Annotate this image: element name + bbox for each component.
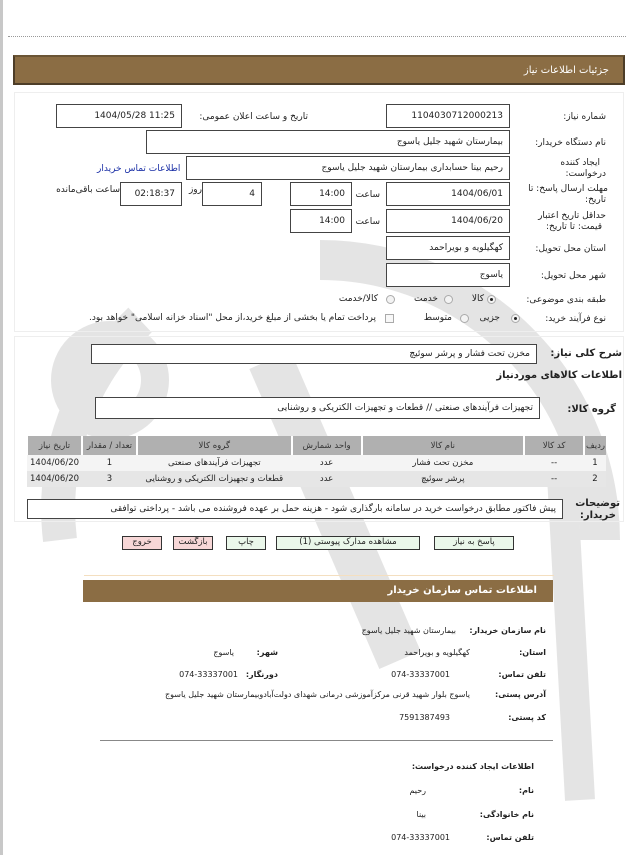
process-type-label: نوع فرآیند خرید: (545, 314, 606, 324)
validity-time-field[interactable]: 14:00 (290, 209, 352, 233)
header-title: جزئیات اطلاعات نیاز (523, 65, 609, 76)
cell-code: -- (524, 455, 584, 471)
col-unit: واحد شمارش (292, 436, 362, 455)
buyer-notes-label-1: توضیحات (575, 498, 620, 509)
treasury-note: پرداخت تمام یا بخشی از مبلغ خرید،از محل "اسناد خزانه اسلامی" خواهد بود. (88, 313, 376, 323)
org-value: بیمارستان شهید جلیل یاسوج (361, 626, 456, 635)
view-attachments-button[interactable]: مشاهده مدارک پیوستی (1) (276, 536, 420, 550)
buyer-org-label: نام دستگاه خریدار: (535, 138, 606, 148)
description-field: مخزن تحت فشار و پرشر سوئیچ (91, 344, 537, 364)
validity-time-label: ساعت (355, 217, 380, 227)
contact-city-value: یاسوج (213, 648, 234, 657)
description-label: شرح کلی نیاز: (550, 348, 622, 359)
col-group: گروه کالا (137, 436, 292, 455)
org-label: نام سازمان خریدار: (469, 626, 546, 635)
days-label: روز (188, 185, 202, 195)
creator-name-label: نام: (518, 786, 534, 795)
col-qty: تعداد / مقدار (82, 436, 137, 455)
cell-qty: 3 (82, 471, 137, 487)
buyer-contact-header (83, 580, 553, 602)
goods-group-field: تجهیزات فرآیندهای صنعتی // قطعات و تجهیزات الکتریکی و روشنایی (95, 397, 540, 419)
table-row (27, 455, 606, 471)
items-table (26, 436, 606, 487)
announce-datetime-label: تاریخ و ساعت اعلان عمومی: (199, 112, 308, 122)
process-radio-medium[interactable] (460, 314, 469, 323)
cell-code: -- (524, 471, 584, 487)
category-radio-goods[interactable] (487, 295, 496, 304)
category-label: طبقه بندی موضوعی: (526, 295, 606, 305)
contact-phone-label: تلفن تماس: (498, 670, 546, 679)
validity-label-1: حداقل تاریخ اعتبار (538, 211, 606, 221)
process-radio-minor[interactable] (511, 314, 520, 323)
category-radio-service[interactable] (444, 295, 453, 304)
cell-row: 2 (584, 471, 606, 487)
category-goods-label: کالا (471, 294, 484, 304)
treasury-checkbox[interactable] (385, 314, 394, 323)
table-header-row (27, 436, 606, 455)
cell-name: مخزن تحت فشار (362, 455, 525, 471)
goods-group-label: گروه کالا: (567, 404, 616, 415)
cell-group: تجهیزات فرآیندهای صنعتی (137, 455, 292, 471)
col-code: کد کالا (524, 436, 584, 455)
buyer-contact-link[interactable]: اطلاعات تماس خریدار (97, 164, 181, 174)
reply-button[interactable]: پاسخ به نیاز (434, 536, 514, 550)
left-edge-border (0, 0, 3, 855)
creator-name-value: رحیم (409, 786, 426, 795)
back-button[interactable]: بازگشت (173, 536, 213, 550)
cell-unit: عدد (292, 455, 362, 471)
province-field[interactable]: کهگیلویه و بویراحمد (386, 236, 510, 260)
col-name: نام کالا (362, 436, 525, 455)
divider (8, 36, 626, 37)
cell-qty: 1 (82, 455, 137, 471)
remaining-days-field: 4 (202, 182, 262, 206)
cell-date: 1404/06/20 (27, 471, 82, 487)
divider (100, 740, 553, 741)
category-both-label: کالا/خدمت (338, 294, 378, 304)
creator-phone-value: 074-33337001 (391, 833, 450, 842)
creator-label-2: درخواست: (565, 169, 606, 179)
category-radio-both[interactable] (386, 295, 395, 304)
remaining-time-field: 02:18:37 (120, 182, 182, 206)
contact-province-value: کهگیلویه و بویراحمد (404, 648, 470, 657)
deadline-label-2: تاریخ: (585, 195, 606, 205)
postal-value: 7591387493 (399, 713, 450, 722)
buyer-notes-label-2: خریدار: (579, 510, 616, 521)
contact-province-label: استان: (519, 648, 546, 657)
creator-family-label: نام خانوادگی: (479, 810, 534, 819)
buyer-contact-title: اطلاعات تماس سازمان خریدار (387, 585, 537, 596)
creator-field[interactable]: رحیم بینا حسابداری بیمارستان شهید جلیل یاسوج (186, 156, 510, 180)
deadline-time-label: ساعت (355, 190, 380, 200)
process-minor-label: جزیی (479, 313, 500, 323)
announce-datetime-field[interactable]: 1404/05/28 11:25 (56, 104, 182, 128)
deadline-time-field[interactable]: 14:00 (290, 182, 352, 206)
deadline-label-1: مهلت ارسال پاسخ: تا (528, 184, 608, 194)
deadline-date-field[interactable]: 1404/06/01 (386, 182, 510, 206)
creator-phone-label: تلفن تماس: (486, 833, 534, 842)
city-field[interactable]: یاسوج (386, 263, 510, 287)
remaining-time-label: ساعت باقی‌مانده (56, 185, 120, 195)
city-label: شهر محل تحویل: (540, 271, 606, 281)
province-label: استان محل تحویل: (535, 244, 606, 254)
cell-unit: عدد (292, 471, 362, 487)
address-value: یاسوج بلوار شهید قرنی مرکزآموزشی درمانی شهدای دولت‌آبادوبیمارستان شهید جلیل یاسوج (165, 690, 470, 699)
creator-info-title: اطلاعات ایجاد کننده درخواست: (411, 762, 534, 771)
page-header (13, 55, 625, 85)
fax-value: 074-33337001 (179, 670, 238, 679)
validity-date-field[interactable]: 1404/06/20 (386, 209, 510, 233)
need-number-field[interactable]: 1104030712000213 (386, 104, 510, 128)
col-row: ردیف (584, 436, 606, 455)
need-number-label: شماره نیاز: (563, 112, 606, 122)
cell-group: قطعات و تجهیزات الکتریکی و روشنایی (137, 471, 292, 487)
col-date: تاریخ نیاز (27, 436, 82, 455)
contact-city-label: شهر: (256, 648, 278, 657)
category-service-label: خدمت (414, 294, 438, 304)
validity-label-2: قیمت: تا تاریخ: (546, 222, 602, 232)
buyer-org-field[interactable]: بیمارستان شهید جلیل یاسوج (146, 130, 510, 154)
cell-name: پرشر سوئیچ (362, 471, 525, 487)
process-medium-label: متوسط (423, 313, 452, 323)
fax-label: دورنگار: (245, 670, 278, 679)
exit-button[interactable]: خروج (122, 536, 162, 550)
print-button[interactable]: چاپ (226, 536, 266, 550)
creator-family-value: بینا (416, 810, 426, 819)
divider (84, 575, 554, 576)
creator-label-1: ایجاد کننده (560, 158, 600, 168)
postal-label: کد پستی: (508, 713, 546, 722)
table-row (27, 471, 606, 487)
buyer-notes-field: پیش فاکتور مطابق درخواست خرید در سامانه بارگذاری شود - هزینه حمل بر عهده فروشنده می باشد - پرداختی توافقی (27, 499, 563, 519)
address-label: آدرس پستی: (495, 690, 546, 699)
cell-date: 1404/06/20 (27, 455, 82, 471)
contact-phone-value: 074-33337001 (391, 670, 450, 679)
cell-row: 1 (584, 455, 606, 471)
goods-section-title: اطلاعات کالاهای موردنیاز (496, 370, 622, 381)
